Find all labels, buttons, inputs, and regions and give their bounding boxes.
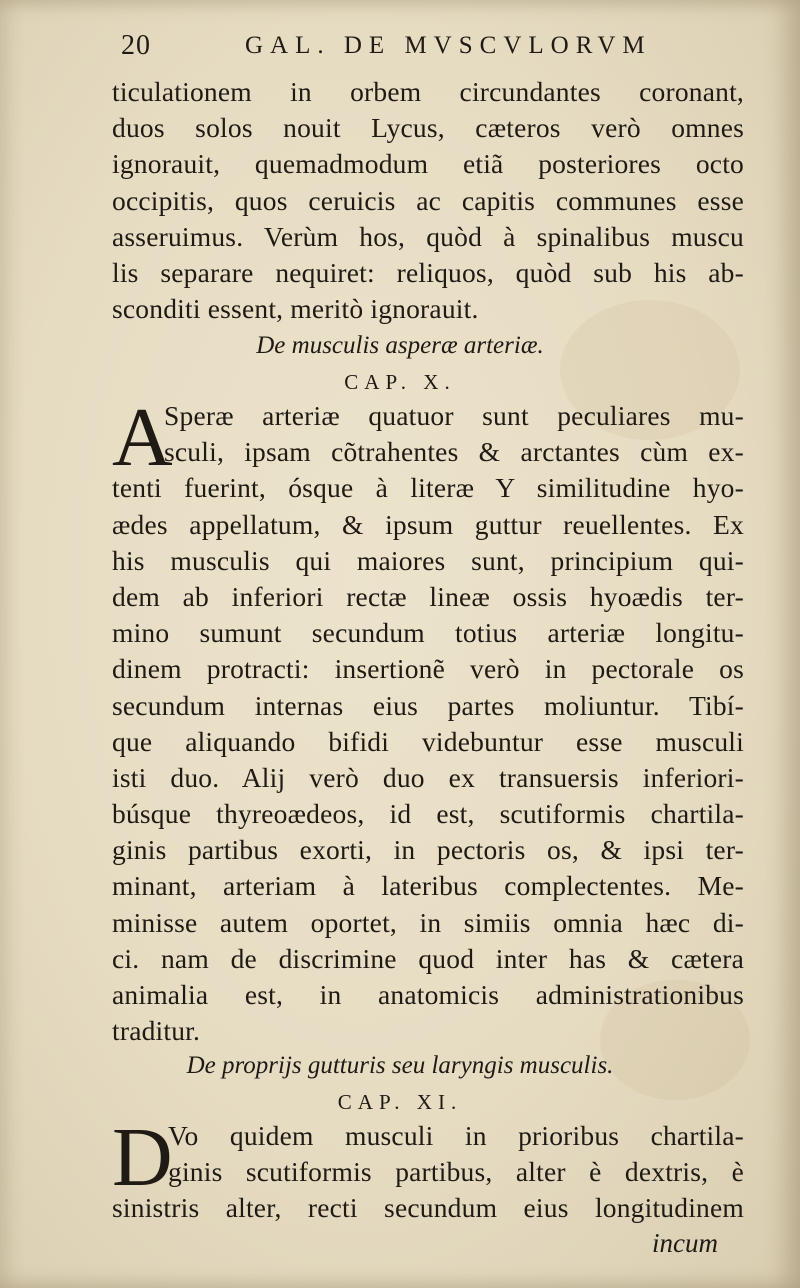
text-line: mino sumunt secundum totius arteriæ longitu- [112, 617, 744, 649]
text-line: his musculis qui maiores sunt, principium qui- [112, 544, 744, 576]
text-line: sconditi essent, meritò ignorauit. [112, 293, 479, 325]
page-header [0, 30, 800, 64]
text-line: ignorauit, quemadmodum etiã posteriores octo [112, 148, 744, 180]
section-heading: De musculis asperæ arteriæ. [256, 332, 544, 359]
text-line: dinem protracti: insertionẽ verò in pectorale os [112, 653, 744, 685]
text-line: minant, arteriam à lateribus complectentes. Me- [112, 870, 744, 902]
text-line: duos solos nouit Lycus, cæteros verò omnes [112, 112, 744, 144]
running-head: GAL. DE MVSCVLORVM [245, 32, 652, 59]
text-line: ædes appellatum, & ipsum guttur reuellentes. Ex [112, 508, 744, 540]
drop-cap: D [112, 1111, 173, 1204]
text-line: minisse autem oportet, in simiis omnia hæc di- [112, 906, 744, 938]
drop-cap: A [112, 391, 173, 484]
catchword: incum [652, 1228, 718, 1258]
text-line: que aliquando bifidi videbuntur esse musculi [112, 725, 744, 757]
text-line: isti duo. Alij verò duo ex transuersis inferiori- [112, 761, 744, 793]
text-line: animalia est, in anatomicis administrationibus [112, 979, 744, 1010]
text-line: ginis partibus exorti, in pectoris os, & ipsi ter- [112, 834, 744, 866]
text-line: ci. nam de discrimine quod inter has & cætera [112, 942, 744, 974]
text-line: secundum internas eius partes moliuntur. Tibí- [112, 689, 744, 721]
text-line: ginis scutiformis partibus, alter è dextris, è [168, 1156, 744, 1188]
text-line: búsque thyreoædeos, id est, scutiformis chartila- [112, 798, 744, 830]
section-11-paragraph [112, 1111, 744, 1227]
text-line: occipitis, quos ceruicis ac capitis communes esse [112, 184, 744, 216]
chapter-number: CAP. XI. [337, 1090, 463, 1114]
text-line: tenti fuerint, ósque à literæ Y similitudine hyo- [112, 472, 744, 504]
continuation-paragraph [112, 74, 744, 327]
text-line: Speræ arteriæ quatuor sunt peculiares mu- [164, 400, 744, 431]
text-line: asseruimus. Verùm hos, quòd à spinalibus muscu [112, 220, 744, 252]
text-line: traditur. [112, 1015, 201, 1047]
text-line: sinistris alter, recti secundum eius longitudinem [112, 1192, 744, 1224]
chapter-number: CAP. X. [344, 370, 456, 394]
section-10-paragraph [112, 391, 744, 1049]
section-heading: De proprijs gutturis seu laryngis musculis. [186, 1052, 614, 1079]
text-line: lis separare nequiret: reliquos, quòd sub his ab- [112, 256, 744, 288]
text-line: ticulationem in orbem circundantes coronant, [112, 76, 744, 107]
page-number: 20 [121, 30, 151, 61]
text-line: sculi, ipsam cõtrahentes & arctantes cùm ex- [164, 436, 744, 468]
text-line: dem ab inferiori rectæ lineæ ossis hyoædis ter- [112, 580, 744, 612]
text-line: Vo quidem musculi in prioribus chartila- [168, 1120, 744, 1151]
